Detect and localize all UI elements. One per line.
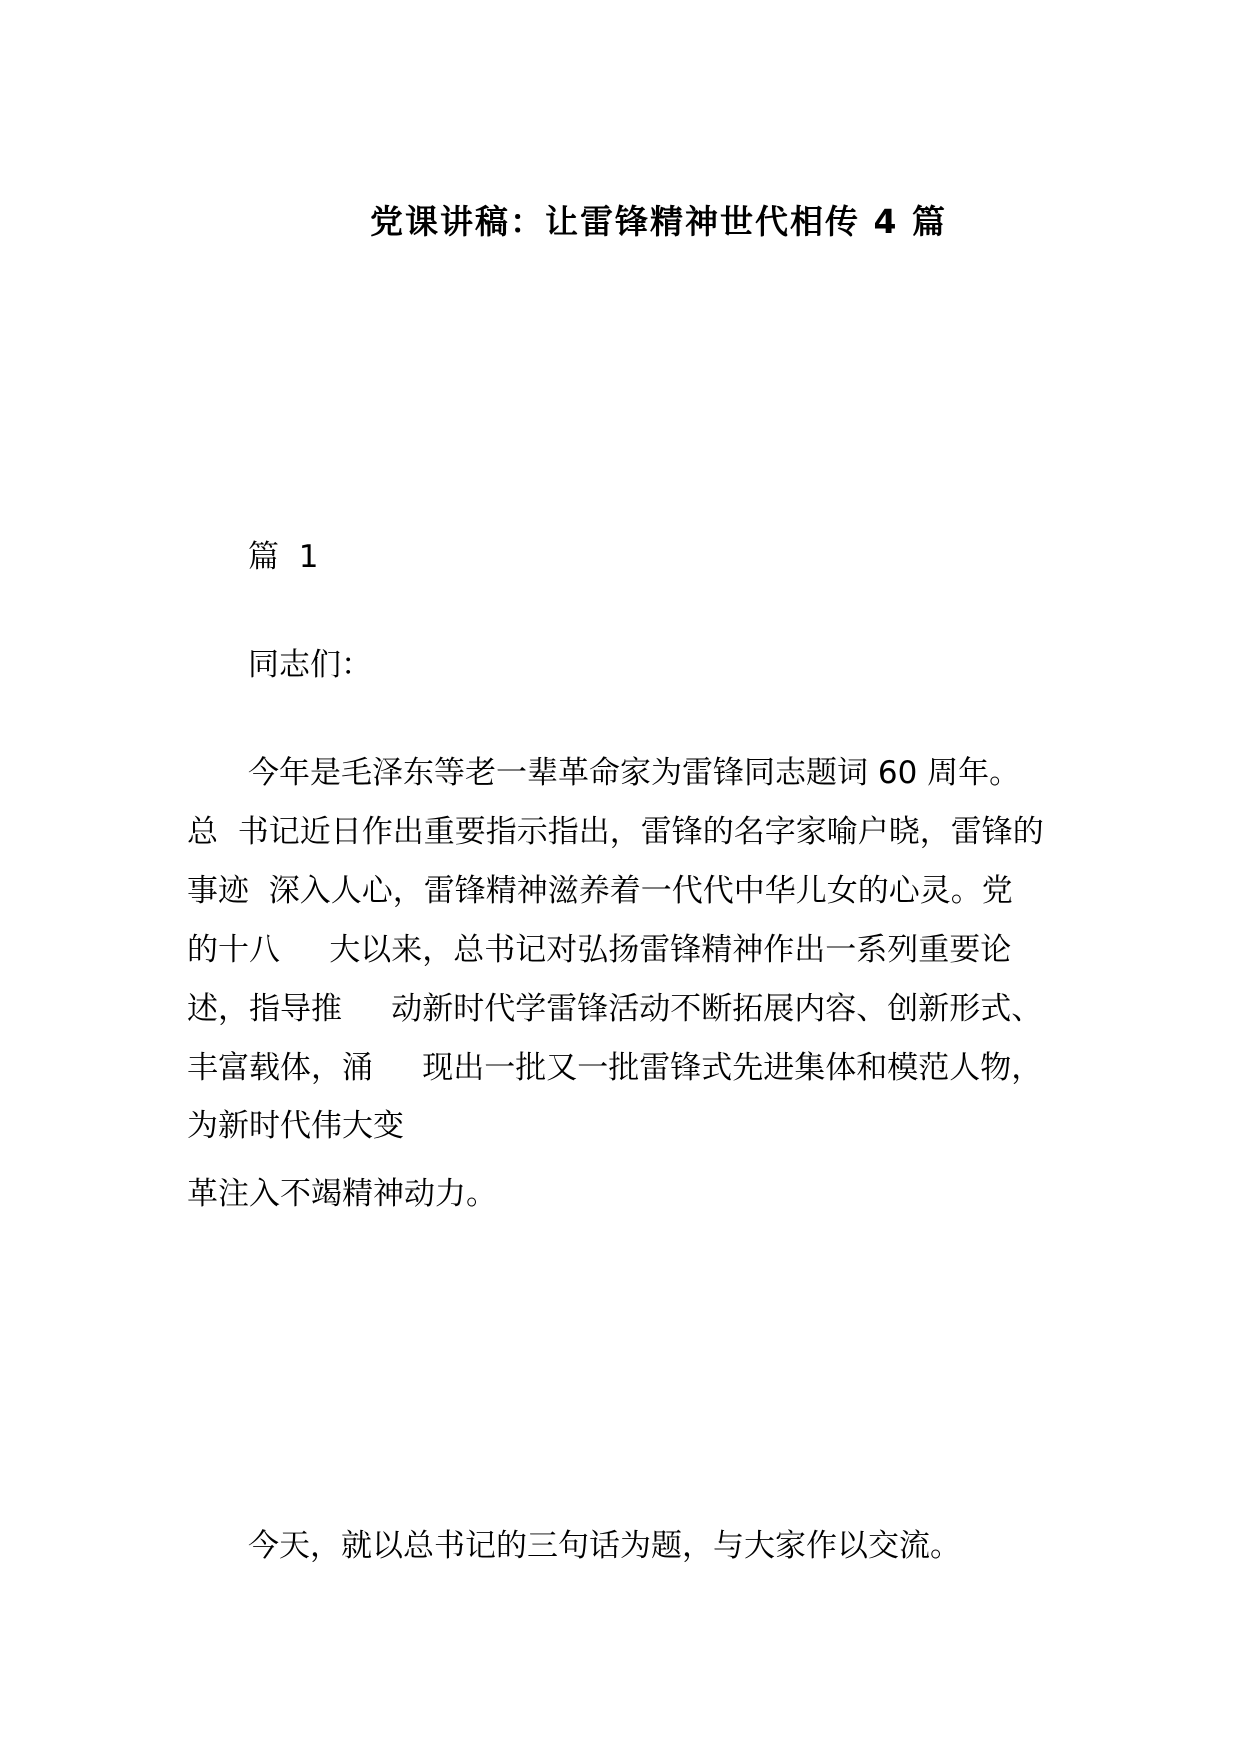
paragraph-line: 革注入不竭精神动力。 xyxy=(187,1176,497,1212)
paragraph-line: 今年是毛泽东等老一辈革命家为雷锋同志题词 60 周年。 xyxy=(248,755,1021,791)
paragraph-line: 丰富载体，涌 现出一批又一批雷锋式先进集体和模范人物， xyxy=(187,1050,1043,1086)
paragraph-line: 事迹 深入人心，雷锋精神滋养着一代代中华儿女的心灵。党 xyxy=(187,873,1013,909)
paragraph-line: 的十八 大以来，总书记对弘扬雷锋精神作出一系列重要论 xyxy=(187,932,1012,968)
salutation: 同志们： xyxy=(248,647,372,683)
paragraph-line: 述，指导推 动新时代学雷锋活动不断拓展内容、创新形式、 xyxy=(187,991,1043,1027)
section-heading: 篇 1 xyxy=(248,539,319,575)
closing-paragraph: 今天，就以总书记的三句话为题，与大家作以交流。 xyxy=(248,1528,961,1564)
paragraph-line: 总 书记近日作出重要指示指出，雷锋的名字家喻户晓，雷锋的 xyxy=(187,814,1044,850)
document-title: 党课讲稿：让雷锋精神世代相传 4 篇 xyxy=(370,202,947,241)
paragraph-line: 为新时代伟大变 xyxy=(187,1108,404,1144)
